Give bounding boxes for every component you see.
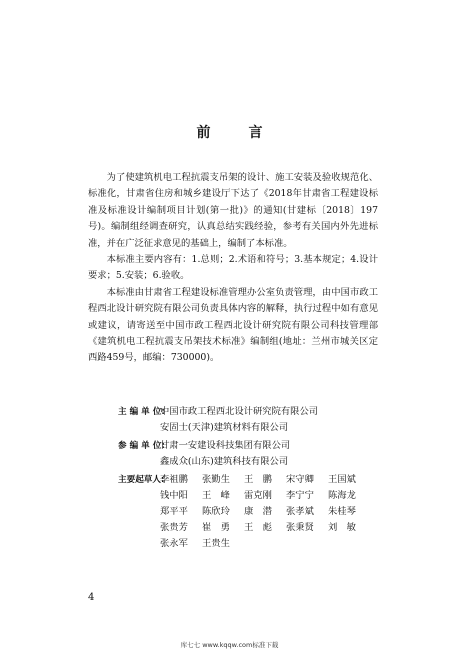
co-editor-unit: 甘肃一安建设科技集团有限公司 <box>160 440 291 451</box>
drafter-name: 崔 勇 <box>202 522 230 533</box>
page-number: 4 <box>88 592 95 603</box>
drafter-name: 张永军 <box>160 538 188 549</box>
drafter-name: 张勤生 <box>202 474 230 485</box>
drafter-name: 李宁宁 <box>286 490 314 501</box>
co-editor-row <box>118 438 438 470</box>
drafter-name: 王 鹏 <box>244 474 272 485</box>
drafter-name: 郑平平 <box>160 506 188 517</box>
chief-editor-label: 主 编 单 位: <box>118 407 165 417</box>
drafter-name: 陈欣玲 <box>202 506 230 517</box>
preface-paragraph: 为了使建筑机电工程抗震支吊架的设计、施工安装及验收规范化、标准化，甘肃省住房和城乡建设厅下达了《2018年甘肃省工程建设标准及标准设计编制项目计划(第一批)》的通知(甘建标〔2018〕197号)。编制组经调查研究，认真总结实践经验，参考有关国内外先进标准，并在广泛征求意见的基础上，编制了本标准。 <box>88 172 378 249</box>
drafters-label: 主要起草人: <box>118 475 165 485</box>
drafter-name: 李祖鹏 <box>160 474 188 485</box>
drafter-name: 康 潜 <box>244 506 272 517</box>
drafters-list <box>160 472 438 552</box>
chief-editor-units <box>160 404 438 436</box>
drafter-name: 张秉贤 <box>286 522 314 533</box>
drafter-name: 王 峰 <box>202 490 230 501</box>
credits-section <box>118 404 438 554</box>
drafter-name: 刘 敏 <box>328 522 356 533</box>
preface-paragraph: 本标准由甘肃省工程建设标准管理办公室负责管理，由中国市政工程西北设计研究院有限公司负责具体内容的解释，执行过程中如有意见或建议，请寄送至中国市政工程西北设计研究院有限公司科技管理部《建筑机电工程抗震支吊架技术标准》编制组(地址：兰州市城关区定西路459号，邮编：730000)。 <box>88 286 378 364</box>
page-title: 前 言 <box>196 125 275 141</box>
drafter-name: 王国斌 <box>328 474 356 485</box>
drafter-name: 张孝斌 <box>286 506 314 517</box>
drafters-row <box>118 472 438 552</box>
drafter-name: 钱中阳 <box>160 490 188 501</box>
co-editor-unit: 鑫成众(山东)建筑科技有限公司 <box>160 456 289 467</box>
chief-editor-unit: 中国市政工程西北设计研究院有限公司 <box>160 406 319 417</box>
chief-editor-row <box>118 404 438 436</box>
drafter-name: 王贵生 <box>202 538 230 549</box>
drafter-name: 陈海龙 <box>328 490 356 501</box>
co-editor-label: 参 编 单 位: <box>118 441 165 451</box>
co-editor-units <box>160 438 438 470</box>
chief-editor-unit: 安固士(天津)建筑材料有限公司 <box>160 422 289 433</box>
drafter-name: 王 彪 <box>244 522 272 533</box>
preface-paragraph: 本标准主要内容有：1.总则；2.术语和符号；3.基本规定；4.设计要求；5.安装；6.验收。 <box>88 254 378 282</box>
drafter-name: 张贵芳 <box>160 522 188 533</box>
footer-watermark: 库七七 www.kqqw.com标准下载 <box>180 641 279 649</box>
preface-body <box>88 170 378 367</box>
drafter-name: 宋守卿 <box>286 474 314 485</box>
drafter-name: 朱桂琴 <box>328 506 356 517</box>
drafter-name: 雷克刚 <box>244 490 272 501</box>
